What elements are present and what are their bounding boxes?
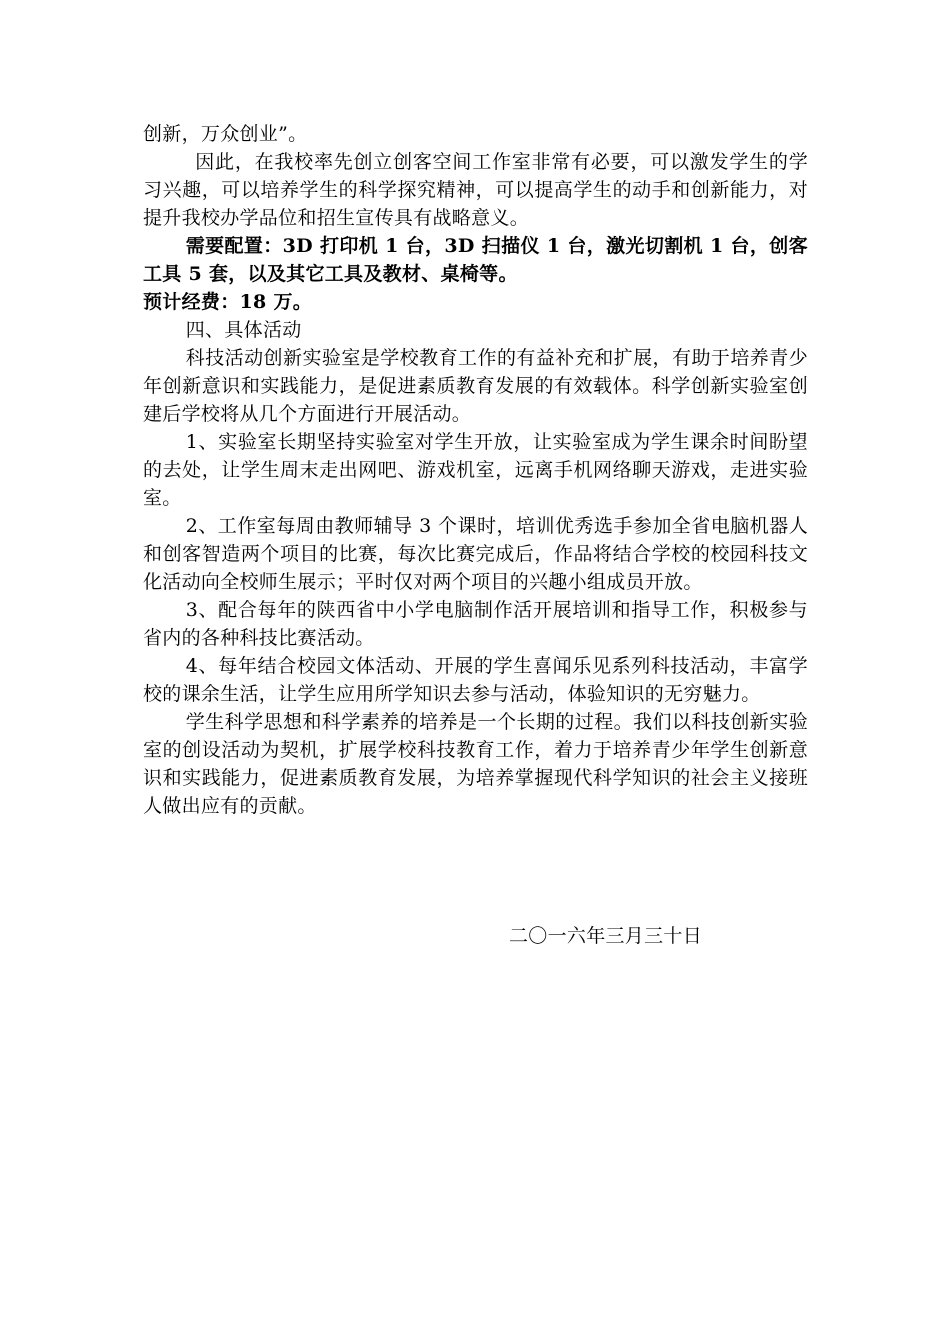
paragraph-equipment-config: 需要配置：3D 打印机 1 台，3D 扫描仪 1 台，激光切割机 1 台，创客工具 5 套，以及其它工具及教材、桌椅等。 — [143, 235, 808, 285]
paragraph-continuation: 创新，万众创业”。 — [143, 123, 308, 145]
paragraph-conclusion: 学生科学思想和科学素养的培养是一个长期的过程。我们以科技创新实验室的创设活动为契机，扩展学校科技教育工作，着力于培养青少年学生创新意识和实践能力，促进素质教育发展，为培养掌握现代科学知识的社会主义接班人做出应有的贡献。 — [143, 711, 808, 817]
paragraph-activity-1: 1、实验室长期坚持实验室对学生开放，让实验室成为学生课余时间盼望的去处，让学生周末走出网吧、游戏机室，远离手机网络聊天游戏，走进实验室。 — [143, 431, 808, 509]
paragraph-activity-3: 3、配合每年的陕西省中小学电脑制作活开展培训和指导工作，积极参与省内的各种科技比赛活动。 — [143, 599, 808, 649]
section-heading-activities: 四、具体活动 — [185, 319, 302, 341]
paragraph-activity-2: 2、工作室每周由教师辅导 3 个课时，培训优秀选手参加全省电脑机器人和创客智造两个项目的比赛，每次比赛完成后，作品将结合学校的校园科技文化活动向全校师生展示；平时仅对两个项目的兴趣小组成员开放。 — [143, 515, 808, 593]
paragraph-activity-4: 4、每年结合校园文体活动、开展的学生喜闻乐见系列科技活动，丰富学校的课余生活，让学生应用所学知识去参与活动，体验知识的无穷魅力。 — [143, 655, 808, 705]
document-body — [143, 120, 808, 820]
paragraph-lab-intro: 科技活动创新实验室是学校教育工作的有益补充和扩展，有助于培养青少年创新意识和实践能力，是促进素质教育发展的有效载体。科学创新实验室创建后学校将从几个方面进行开展活动。 — [143, 347, 808, 425]
paragraph-rationale: 因此，在我校率先创立创客空间工作室非常有必要，可以激发学生的学习兴趣，可以培养学生的科学探究精神，可以提高学生的动手和创新能力，对提升我校办学品位和招生宣传具有战略意义。 — [143, 151, 808, 229]
document-date: 二〇一六年三月三十日 — [509, 925, 703, 947]
paragraph-budget: 预计经费：18 万。 — [143, 291, 313, 313]
